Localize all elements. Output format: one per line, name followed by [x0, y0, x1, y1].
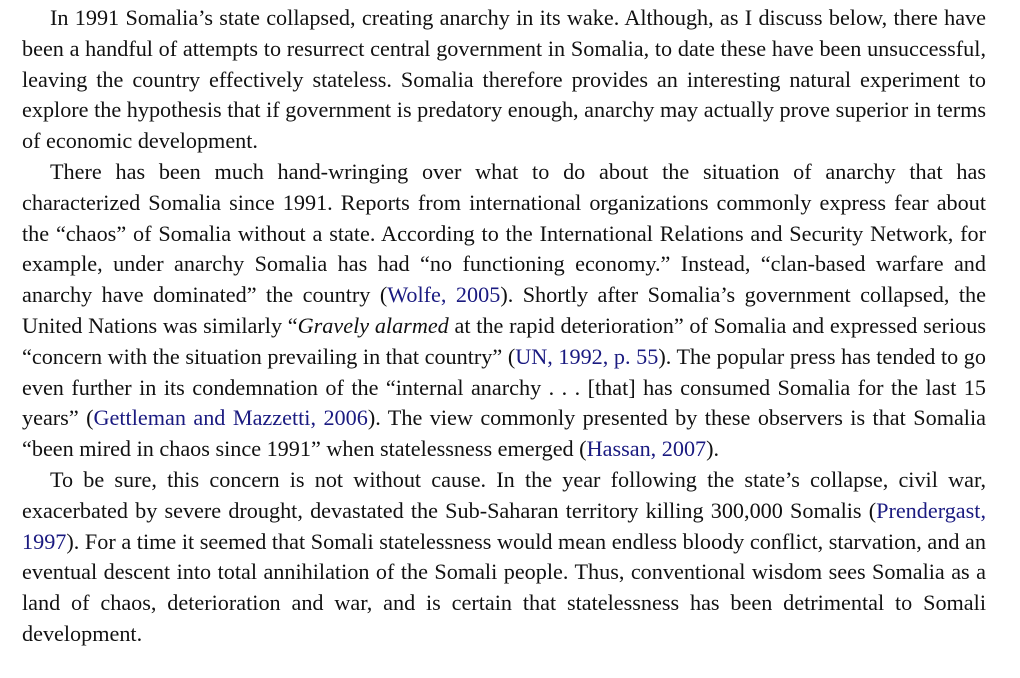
paragraph-text: ). Shortly after Somalia’s government collapsed, the United Nations was similarly “ [22, 282, 986, 338]
italic-quote: Gravely alarmed [297, 312, 449, 338]
paragraph-text: To be sure, this concern is not without cause. In the year following the state’s collapse, civil war, exacerbated by severe drought, devastated the Sub-Saharan territory killing 300,000 Somalis ( [22, 466, 986, 523]
paragraph-text: at the rapid deterioration” of Somalia and expressed serious “concern with the situation prevailing in that country” ( [22, 312, 986, 369]
paragraph-text: ). For a time it seemed that Somali statelessness would mean endless bloody conflict, starvation, and an eventual descent into total annihilation of the Somali people. Thus, conventional wisdom sees Somalia as a land of chaos, deterioration and war, and is certain that statelessness has been detrimental to Somali development. [22, 528, 986, 646]
citation-link-gettleman-mazzetti-2006[interactable]: Gettleman and Mazzetti, 2006 [93, 405, 368, 431]
citation-link-wolfe-2005[interactable]: Wolfe, 2005 [387, 282, 501, 308]
citation-link-hassan-2007[interactable]: Hassan, 2007 [586, 436, 707, 462]
citation-link-un-1992[interactable]: UN, 1992, p. 55 [515, 343, 659, 369]
paragraph-text: In 1991 Somalia’s state collapsed, creating anarchy in its wake. Although, as I discuss below, there have been a handful of attempts to resurrect central government in Somalia, to date these have been unsuccessful, leaving the country effectively stateless. Somalia therefore provides an interesting natural experiment to explore the hypothesis that if government is predatory enough, anarchy may actually prove superior in terms of economic development. [22, 5, 986, 154]
paragraph-concern [22, 465, 986, 650]
paragraph-text: ). The popular press has tended to go even further in its condemnation of the “internal anarchy . . . [that] has consumed Somalia for the last 15 years” ( [22, 343, 986, 431]
paragraph-handwringing [22, 157, 986, 465]
citation-link-prendergast-1997[interactable]: Prendergast, 1997 [22, 497, 986, 554]
paragraph-text: ). [706, 436, 720, 462]
paragraph-text: There has been much hand-wringing over what to do about the situation of anarchy that has characterized Somalia since 1991. Reports from international organizations commonly express fear about the “chaos” of Somalia without a state. According to the International Relations and Security Network, for example, under anarchy Somalia has had “no functioning economy.” Instead, “clan-based warfare and anarchy have dominated” the country ( [22, 158, 986, 308]
paragraph-text: ). The view commonly presented by these observers is that Somalia “been mired in chaos since 1991” when statelessness emerged ( [22, 405, 986, 462]
paragraph-intro [22, 3, 986, 157]
